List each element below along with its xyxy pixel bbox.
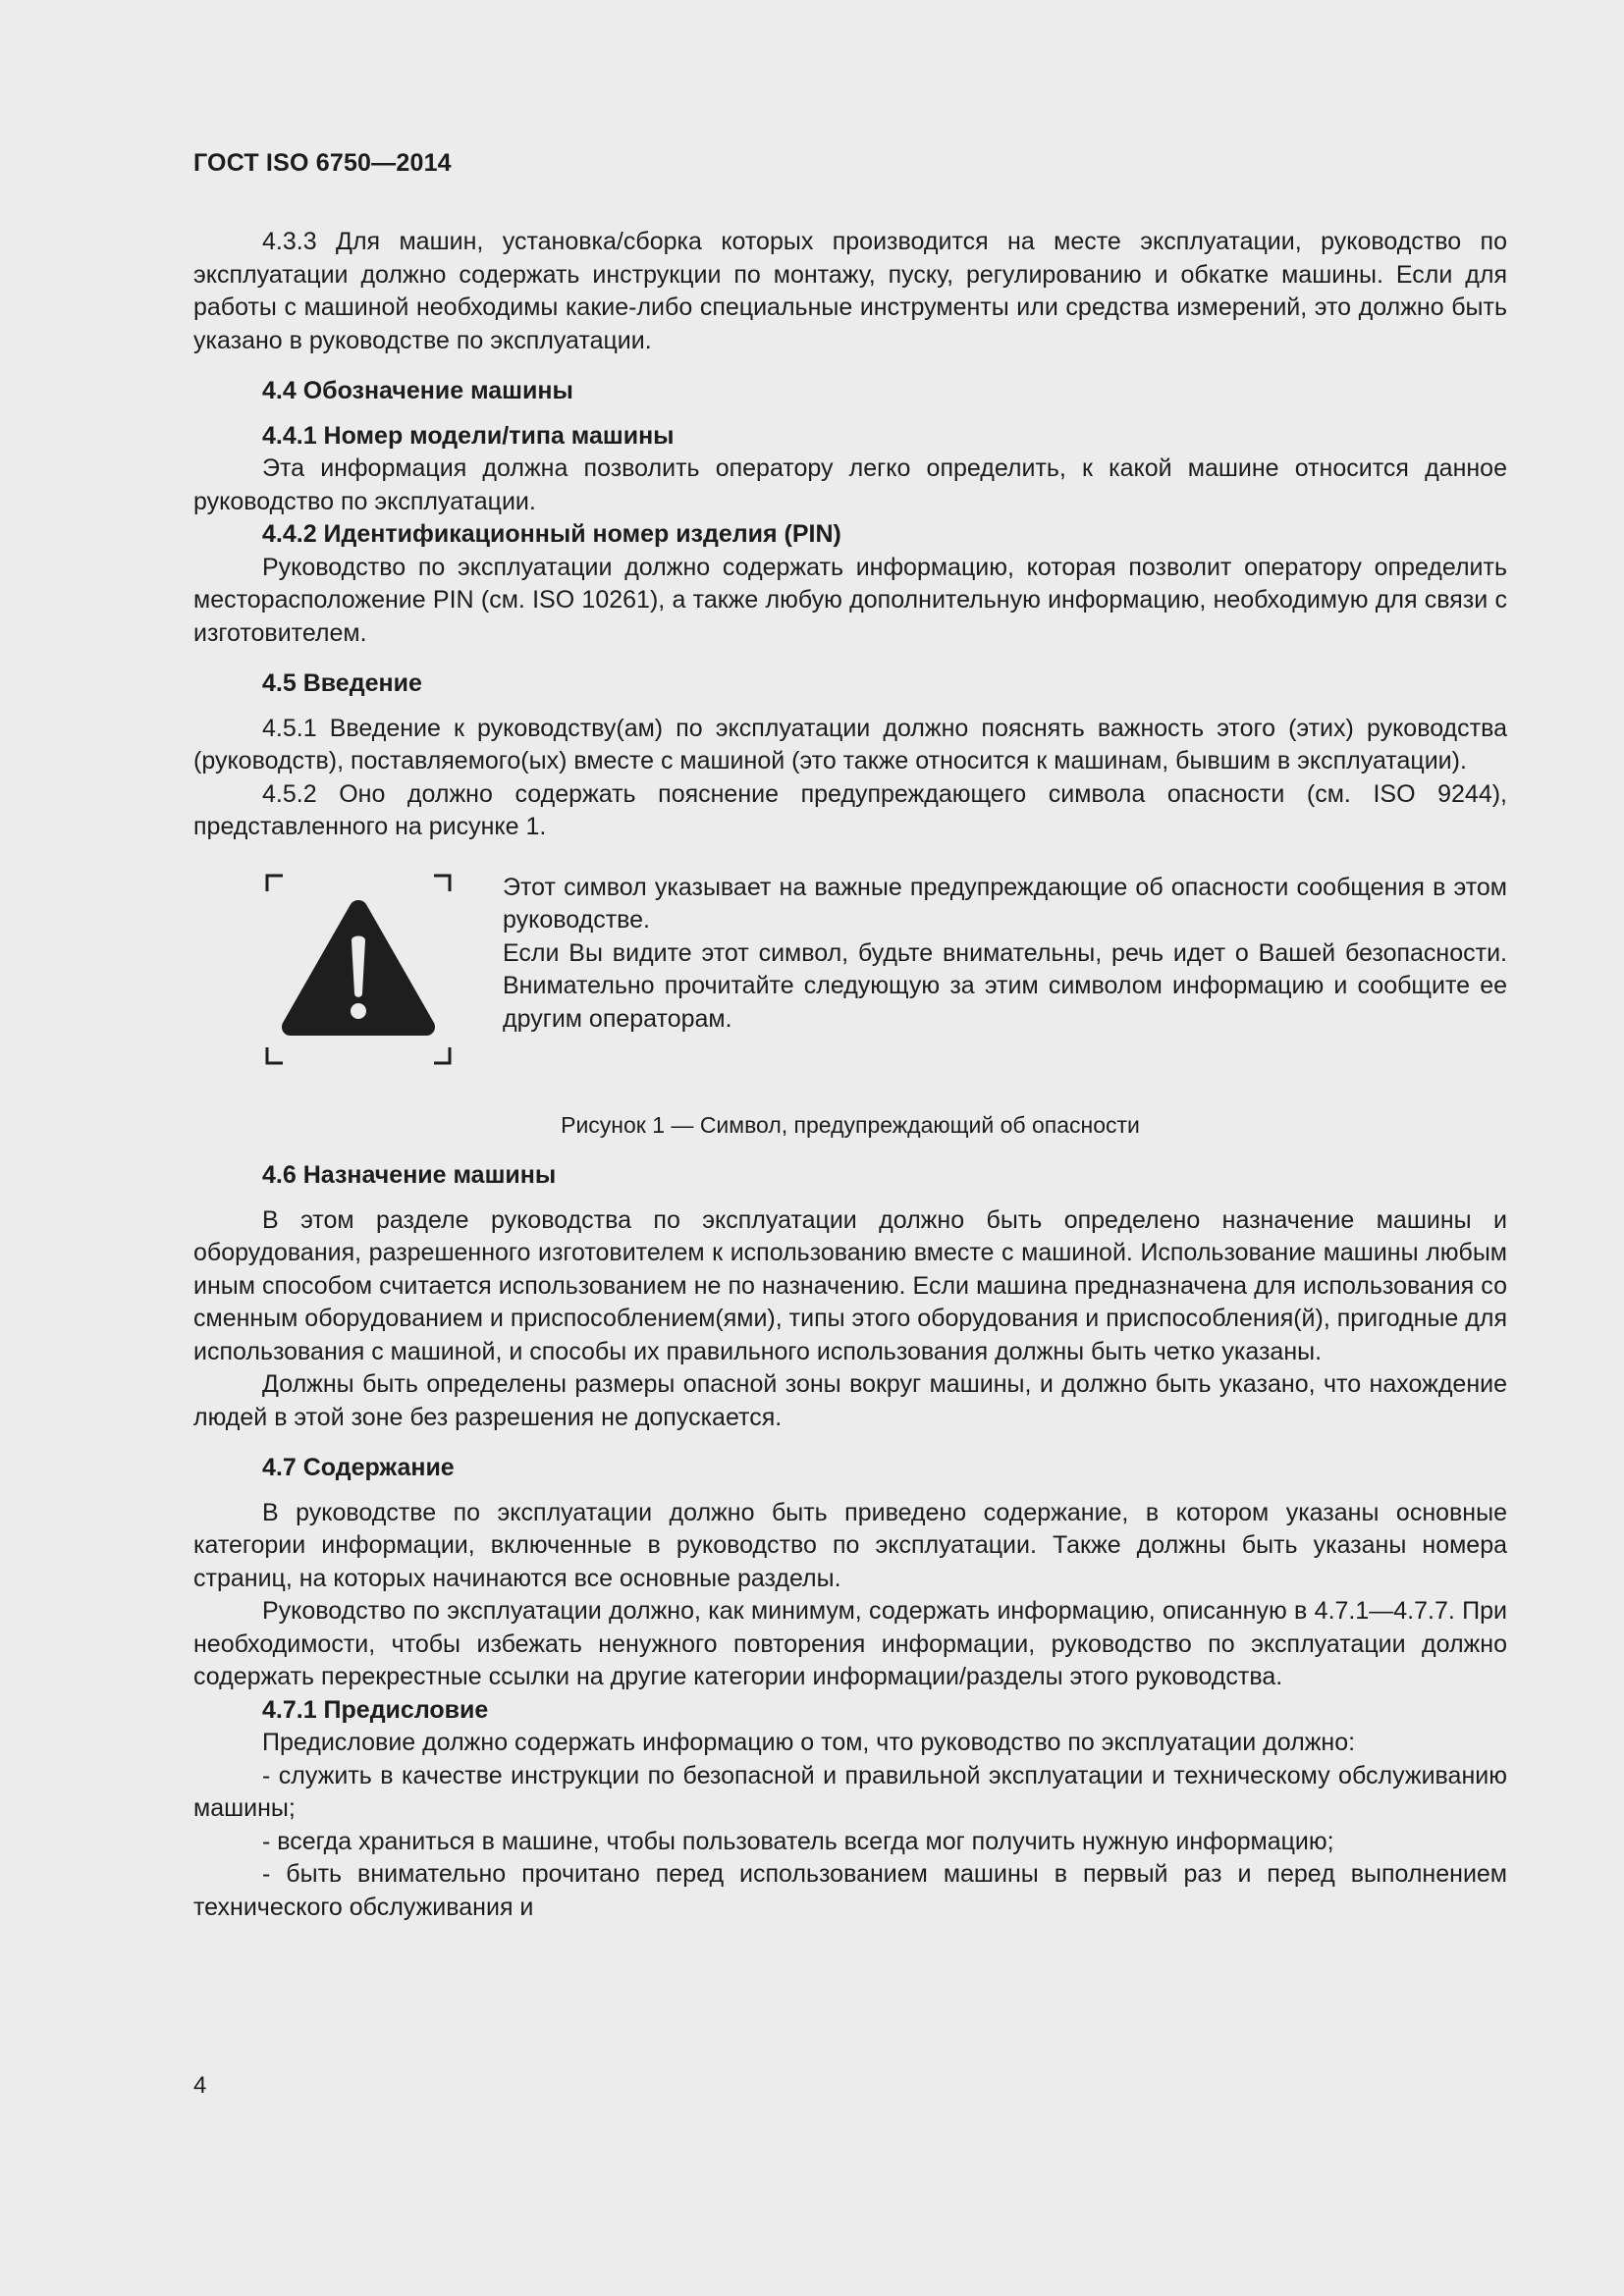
figure-text-2: Если Вы видите этот символ, будьте внимательны, речь идет о Вашей безопасности. Внимательно прочитайте следующую за этим символом информацию и сообщите ее другим операторам. (503, 938, 1507, 1033)
list-item: - быть внимательно прочитано перед использованием машины в первый раз и перед выполнением технического обслуживания и (193, 1860, 1507, 1921)
figure-description (503, 872, 1507, 1037)
figure-1 (193, 874, 1507, 1109)
paragraph-4-7-1-intro: Предисловие должно содержать информацию о том, что руководство по эксплуатации должно: (262, 1729, 1356, 1756)
heading-4-4-1: 4.4.1 Номер модели/типа машины (262, 421, 675, 450)
heading-4-4-2: 4.4.2 Идентификационный номер изделия (PIN) (262, 520, 841, 548)
crop-mark-bottom-right (434, 1047, 450, 1063)
warning-symbol (265, 874, 452, 1065)
paragraph-4-3-3: 4.3.3 Для машин, установка/сборка которых производится на месте эксплуатации, руководство по эксплуатации должно содержать инструкции по монтажу, пуску, регулированию и обкатке машины. Если для работы с машиной необходимы какие-либо специальные инструменты или средства измерений, это должно быть указано в руководстве по эксплуатации. (193, 228, 1507, 354)
page-number: 4 (193, 2072, 207, 2099)
crop-mark-top-right (434, 876, 450, 891)
heading-4-5: 4.5 Введение (262, 669, 422, 697)
heading-4-6: 4.6 Назначение машины (262, 1161, 557, 1189)
paragraph-4-4-2: Руководство по эксплуатации должно содержать информацию, которая позволит оператору определить месторасположение PIN (см. ISO 10261), а также любую дополнительную информацию, необходимую для связи с изготовителем. (193, 553, 1507, 647)
heading-4-4: 4.4 Обозначение машины (262, 377, 573, 404)
heading-4-7: 4.7 Содержание (262, 1454, 455, 1481)
heading-4-7-1: 4.7.1 Предисловие (262, 1695, 489, 1724)
paragraph-4-5-1: 4.5.1 Введение к руководству(ам) по эксплуатации должно пояснять важность этого (этих) руководства (руководств), поставляемого(ых) вместе с машиной (это также относится к машинам, бывшим в эксплуатации). (193, 714, 1507, 774)
list-item: - служить в качестве инструкции по безопасной и правильной эксплуатации и техническому обслуживанию машины; (193, 1761, 1507, 1822)
paragraph-4-7-2: Руководство по эксплуатации должно, как минимум, содержать информацию, описанную в 4.7.1—4.7.7. При необходимости, чтобы избежать ненужного повторения информации, руководство по эксплуатации должно содержать перекрестные ссылки на другие категории информации/разделы этого руководства. (193, 1597, 1507, 1690)
paragraph-4-5-2: 4.5.2 Оно должно содержать пояснение предупреждающего символа опасности (см. ISO 9244), представленного на рисунке 1. (193, 779, 1507, 840)
document-body (193, 226, 1507, 1924)
paragraph-4-6-1: В этом разделе руководства по эксплуатации должно быть определено назначение машины и оборудования, разрешенного изготовителем к использованию вместе с машиной. Использование машины любым иным способом считается использованием не по назначению. Если машина предназначена для использования со сменным оборудованием и приспособлением(ями), типы этого оборудования и приспособления(й), пригодные для использования с машиной, и способы их правильного использования должны быть четко указаны. (193, 1205, 1507, 1365)
page-header-title: ГОСТ ISO 6750—2014 (193, 149, 452, 177)
figure-caption: Рисунок 1 — Символ, предупреждающий об опасности (561, 1111, 1140, 1138)
paragraph-4-4-1: Эта информация должна позволить оператору легко определить, к какой машине относится данное руководство по эксплуатации. (193, 454, 1507, 515)
crop-mark-top-left (267, 876, 283, 891)
crop-mark-bottom-left (267, 1047, 283, 1063)
list-item: - всегда храниться в машине, чтобы пользователь всегда мог получить нужную информацию; (262, 1827, 1334, 1855)
paragraph-4-7-1: В руководстве по эксплуатации должно быть приведено содержание, в котором указаны основные категории информации, включенные в руководство по эксплуатации. Также должны быть указаны номера страниц, на которых начинаются все основные разделы. (193, 1498, 1507, 1592)
figure-text-1: Этот символ указывает на важные предупреждающие об опасности сообщения в этом руководстве. (503, 873, 1507, 934)
paragraph-4-6-2: Должны быть определены размеры опасной зоны вокруг машины, и должно быть указано, что нахождение людей в этой зоне без разрешения не допускается. (193, 1370, 1507, 1431)
exclamation-dot (351, 1003, 366, 1019)
warning-triangle-icon (265, 874, 452, 1065)
